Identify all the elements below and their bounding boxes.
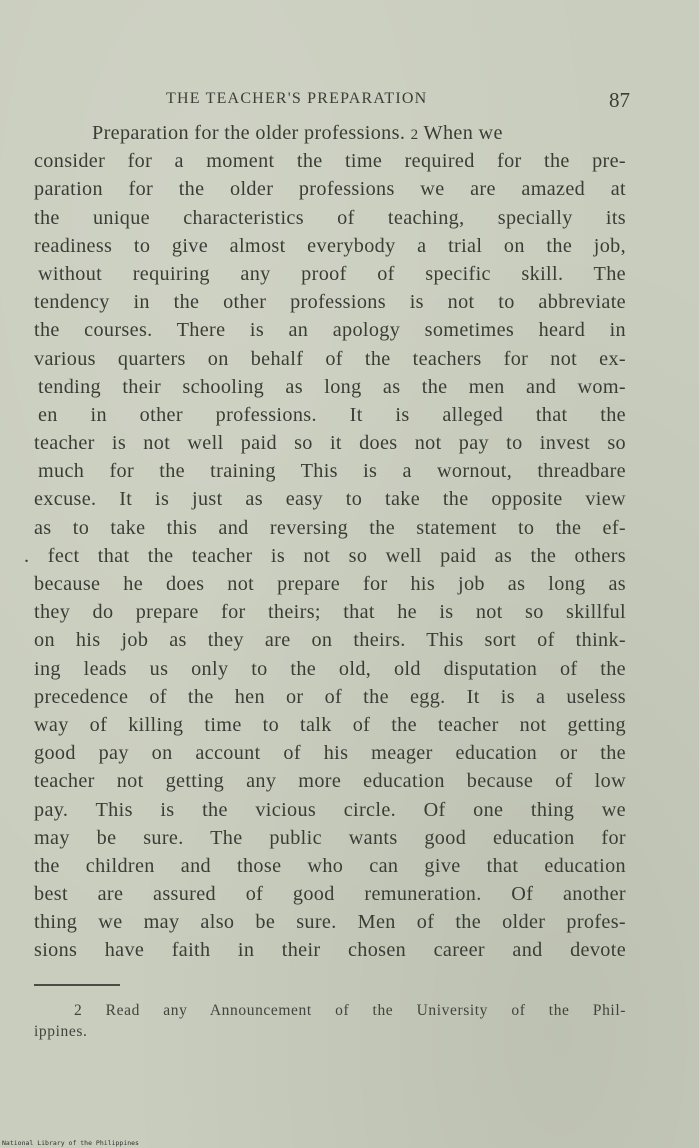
text-line: consider for a moment the time required for the pre- (34, 150, 626, 173)
text-line: way of killing time to talk of the teacher not getting (34, 713, 626, 736)
text-line: thing we may also be sure. Men of the older profes- (34, 911, 626, 934)
text-line: various quarters on behalf of the teachers for not ex- (34, 347, 626, 370)
text-line: the children and those who can give that education (34, 854, 626, 877)
footnote (34, 1000, 626, 1042)
page-number: 87 (609, 88, 630, 112)
text-line: paration for the older professions we are amazed at (34, 178, 626, 201)
text-line: readiness to give almost everybody a trial on the job, (34, 234, 626, 257)
text-line: the courses. There is an apology sometimes heard in (34, 319, 626, 342)
footnote-divider (34, 984, 120, 986)
text-line: precedence of the hen or of the egg. It is a useless (34, 685, 626, 708)
text-line: pay. This is the vicious circle. Of one thing we (34, 798, 626, 821)
footnote-line: ippines. (34, 1023, 88, 1040)
text-line: . fect that the teacher is not so well paid as the others (24, 544, 626, 567)
library-watermark: National Library of the Philippines (2, 1139, 139, 1147)
running-header (38, 88, 630, 114)
text-line: the unique characteristics of teaching, specially its (34, 206, 626, 229)
text-line: without requiring any proof of specific skill. The (38, 262, 626, 285)
text-line: teacher is not well paid so it does not pay to invest so (34, 432, 626, 455)
text-line: sions have faith in their chosen career and devote (34, 939, 626, 962)
text-line: they do prepare for theirs; that he is not so skillful (34, 601, 626, 624)
text-line: best are assured of good remuneration. Of another (34, 883, 626, 906)
text-line: teacher not getting any more education because of low (34, 770, 626, 793)
text-line: good pay on account of his meager education or the (34, 742, 626, 765)
text-line: ing leads us only to the old, old disputation of the (34, 657, 626, 680)
text-line: much for the training This is a wornout, threadbare (38, 460, 626, 483)
body-text (24, 119, 626, 965)
footnote-line: 2 Read any Announcement of the University of the Phil- (74, 1002, 626, 1019)
text-line: excuse. It is just as easy to take the opposite view (34, 488, 626, 511)
text-line: Preparation for the older professions. 2 When we (92, 122, 503, 144)
text-line: may be sure. The public wants good education for (34, 826, 626, 849)
text-line: because he does not prepare for his job as long as (34, 573, 626, 595)
footnote-reference: 2 (410, 127, 419, 143)
text-line: tending their schooling as long as the men and wom- (38, 375, 626, 398)
text-line: as to take this and reversing the statement to the ef- (34, 516, 626, 539)
text-line: on his job as they are on theirs. This sort of think- (34, 629, 626, 652)
text-line: tendency in the other professions is not to abbreviate (34, 291, 626, 314)
text-line: en in other professions. It is alleged that the (38, 403, 626, 426)
running-header-title: THE TEACHER'S PREPARATION (166, 90, 428, 107)
